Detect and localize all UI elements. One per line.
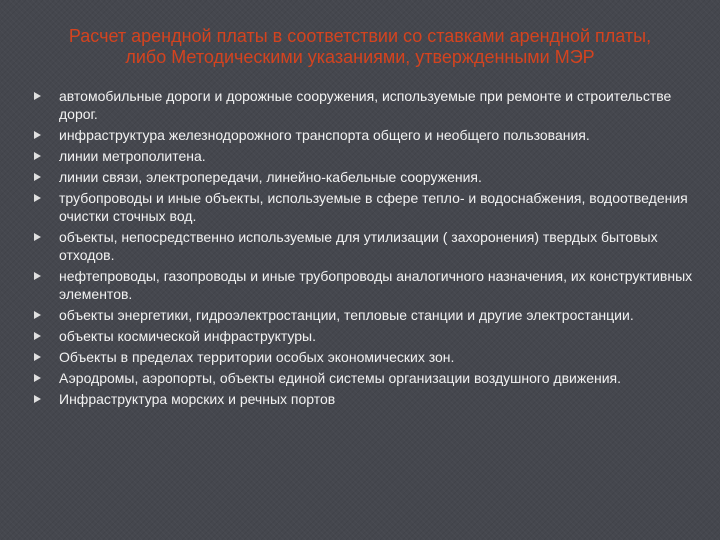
list-item <box>34 147 694 165</box>
list-item <box>34 228 694 264</box>
list-item <box>34 348 694 366</box>
list-item <box>34 390 694 408</box>
list-item <box>34 306 694 324</box>
triangle-bullet-icon <box>34 374 41 382</box>
triangle-bullet-icon <box>34 152 41 160</box>
list-item <box>34 189 694 225</box>
list-item-text: автомобильные дороги и дорожные сооружения, используемые при ремонте и строительстве дорог. <box>59 88 672 122</box>
triangle-bullet-icon <box>34 194 41 202</box>
list-item <box>34 267 694 303</box>
list-item-text: линии связи, электропередачи, линейно-кабельные сооружения. <box>59 169 482 185</box>
list-item <box>34 369 694 387</box>
list-item <box>34 168 694 186</box>
list-item-text: объекты космической инфраструктуры. <box>59 328 317 344</box>
triangle-bullet-icon <box>34 233 41 241</box>
triangle-bullet-icon <box>34 332 41 340</box>
list-item-text: объекты, непосредственно используемые для утилизации ( захоронения) твердых бытовых отходов. <box>59 229 658 263</box>
list-item-text: нефтепроводы, газопроводы и иные трубопроводы аналогичного назначения, их конструктивных элементов. <box>59 268 693 302</box>
list-item-text: Объекты в пределах территории особых экономических зон. <box>59 349 455 365</box>
list-item-text: линии метрополитена. <box>59 148 206 164</box>
triangle-bullet-icon <box>34 272 41 280</box>
slide-title-line-1: Расчет арендной платы в соответствии со ставками арендной платы, <box>68 26 652 46</box>
list-item-text: трубопроводы и иные объекты, используемые в сфере тепло- и водоснабжения, водоотведения очистки сточных вод. <box>59 190 688 224</box>
list-item-text: Инфраструктура морских и речных портов <box>59 391 336 407</box>
triangle-bullet-icon <box>34 311 41 319</box>
triangle-bullet-icon <box>34 395 41 403</box>
list-item-text: объекты энергетики, гидроэлектростанции, тепловые станции и другие электростанции. <box>59 307 634 323</box>
triangle-bullet-icon <box>34 131 41 139</box>
slide-title-line-2: либо Методическими указаниями, утвержденными МЭР <box>125 47 595 67</box>
list-item <box>34 87 694 123</box>
list-item-text: инфраструктура железнодорожного транспорта общего и необщего пользования. <box>59 127 590 143</box>
slide-title <box>20 26 700 68</box>
bullet-list <box>34 87 694 411</box>
triangle-bullet-icon <box>34 92 41 100</box>
triangle-bullet-icon <box>34 173 41 181</box>
list-item <box>34 126 694 144</box>
list-item-text: Аэродромы, аэропорты, объекты единой системы организации воздушного движения. <box>59 370 621 386</box>
list-item <box>34 327 694 345</box>
triangle-bullet-icon <box>34 353 41 361</box>
